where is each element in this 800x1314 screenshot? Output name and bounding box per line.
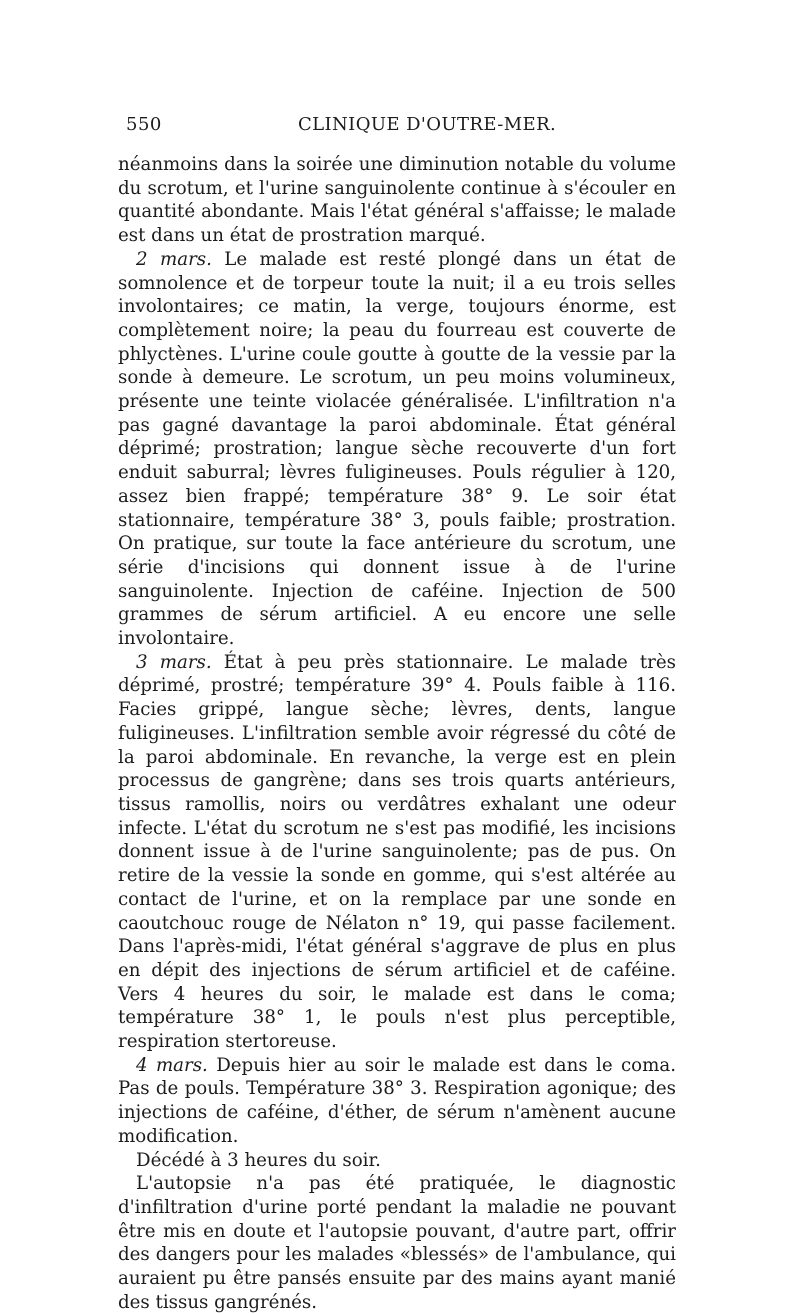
- paragraph-text: État à peu près stationnaire. Le malade très déprimé, prostré; température 39° 4. Pouls faible à 116. Facies grippé, langue sèche; lèvres, dents, langue fuligineuses. L'infiltration semble avoir régressé du côté de la paroi abdominale. En revanche, la verge est en plein processus de gangrène; dans ses trois quarts antérieurs, tissus ramollis, noirs ou verdâtres exhalant une odeur infecte. L'état du scrotum ne s'est pas modifié, les incisions donnent issue à de l'urine sanguinolente; pas de pus. On retire de la vessie la sonde en gomme, qui s'est altérée au contact de l'urine, et on la remplace par une sonde en caoutchouc rouge de Nélaton n° 19, qui passe facilement. Dans l'après-midi, l'état général s'aggrave de plus en plus en dépit des injections de sérum artificiel et de caféine. Vers 4 heures du soir, le malade est dans le coma; température 38° 1, le pouls n'est plus perceptible, respiration stertoreuse.: [118, 651, 676, 1053]
- paragraph-continuation: [118, 153, 676, 248]
- page-number: 550: [126, 114, 162, 135]
- paragraph-text: Décédé à 3 heures du soir.: [136, 1149, 381, 1171]
- paragraph-text: Depuis hier au soir le malade est dans le coma. Pas de pouls. Température 38° 3. Respiration agonique; des injections de caféine, d'éther, de sérum n'amènent aucune modification.: [118, 1054, 676, 1147]
- entry-date: 4 mars.: [136, 1054, 208, 1076]
- paragraph-text: Le malade est resté plongé dans un état de somnolence et de torpeur toute la nuit; il a eu trois selles involontaires; ce matin, la verge, toujours énorme, est complètement noire; la peau du fourreau est couverte de phlyctènes. L'urine coule goutte à goutte de la vessie par la sonde à demeure. Le scrotum, un peu moins volumineux, présente une teinte violacée généralisée. L'infiltration n'a pas gagné davantage la paroi abdominale. État général déprimé; prostration; langue sèche recouverte d'un fort enduit saburral; lèvres fuligineuses. Pouls régulier à 120, assez bien frappé; température 38° 9. Le soir état stationnaire, température 38° 3, pouls faible; prostration. On pratique, sur toute la face antérieure du scrotum, une série d'incisions qui donnent issue à de l'urine sanguinolente. Injection de caféine. Injection de 500 grammes de sérum artificiel. A eu encore une selle involontaire.: [118, 248, 676, 650]
- entry-date: 3 mars.: [136, 651, 212, 673]
- running-title: CLINIQUE D'OUTRE-MER.: [298, 114, 557, 135]
- paragraph-autopsie: [118, 1172, 676, 1314]
- paragraph-3-mars: [118, 651, 676, 1054]
- body-text: [118, 153, 676, 1314]
- entry-date: 2 mars.: [136, 248, 212, 270]
- paragraph-text: néanmoins dans la soirée une diminution notable du volume du scrotum, et l'urine sanguinolente continue à s'écouler en quantité abondante. Mais l'état général s'affaisse; le malade est dans un état de prostration marqué.: [118, 154, 676, 247]
- running-header: [126, 114, 671, 140]
- paragraph-2-mars: [118, 248, 676, 651]
- paragraph-4-mars: [118, 1054, 676, 1149]
- paragraph-text: L'autopsie n'a pas été pratiquée, le diagnostic d'infiltration d'urine porté pendant la maladie ne pouvant être mis en doute et l'autopsie pouvant, d'autre part, offrir des dangers pour les malades «blessés» de l'ambulance, qui auraient pu être pansés ensuite par des mains ayant manié des tissus gangrénés.: [118, 1173, 676, 1313]
- paragraph-deces: [118, 1149, 676, 1173]
